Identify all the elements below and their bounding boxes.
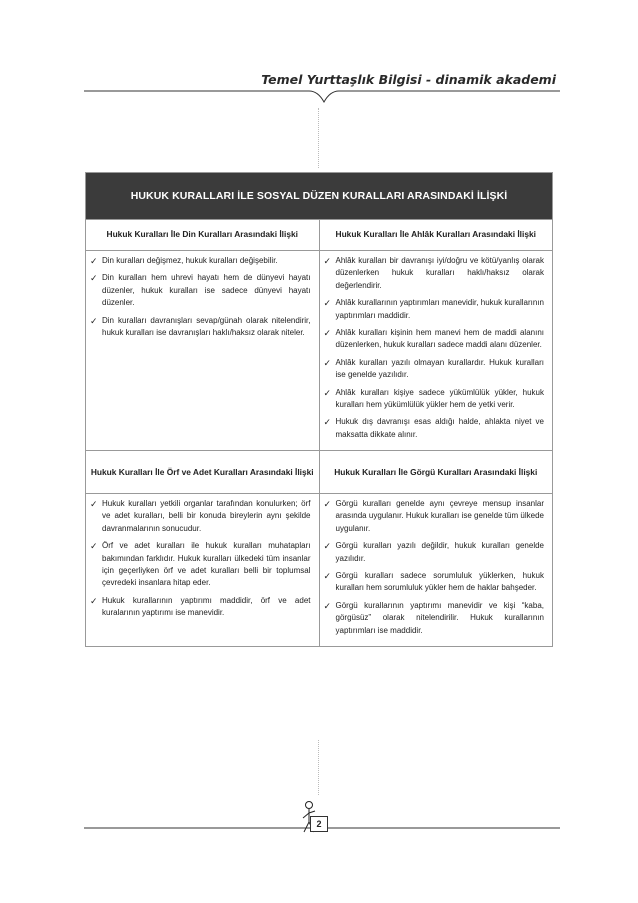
section2-right-heading: Hukuk Kuralları İle Görgü Kuralları Arasındaki İlişki	[319, 451, 553, 494]
relations-table	[85, 172, 553, 647]
section2-left-heading: Hukuk Kuralları İle Örf ve Adet Kuralları Arasındaki İlişki	[86, 451, 320, 494]
list-item	[324, 570, 545, 595]
orf-adet-list	[86, 494, 319, 629]
check-icon: ✓	[90, 499, 98, 510]
list-item	[90, 595, 311, 620]
list-item-text: Ahlâk kuralları bir davranışı iyi/doğru ve kötü/yanlış olarak düzenlerken hukuk kuralları haklı/haksız olarak değerlendirir.	[335, 256, 544, 290]
list-item	[90, 540, 311, 590]
list-item-text: Örf ve adet kuralları ile hukuk kuralları muhatapları bakımından farklıdır. Hukuk kuralları ülkedeki tüm insanlar için geçerliyken örf ve adet kuralları belli bir toplumsal çevredeki insanlara hitap eder.	[102, 541, 311, 588]
check-icon: ✓	[323, 417, 332, 428]
list-item	[324, 357, 545, 382]
list-item	[324, 540, 545, 565]
list-item-text: Hukuk kuralları yetkili organlar tarafından konulurken; örf ve adet kuralları, belli bir konuda bireylerin aynı şekilde davranmalarının sonucudur.	[102, 499, 311, 533]
list-item	[90, 315, 311, 340]
list-item	[324, 327, 545, 352]
list-item-text: Ahlâk kurallarının yaptırımları manevidir, hukuk kurallarının yaptırımları maddidir.	[335, 298, 544, 320]
check-icon: ✓	[323, 600, 332, 611]
header-rule	[84, 90, 560, 104]
section2-left-cell	[86, 494, 320, 647]
list-item	[324, 387, 545, 412]
check-icon: ✓	[323, 387, 332, 398]
list-item	[324, 416, 545, 441]
list-item-text: Görgü kuralları yazılı değildir, hukuk kuralları genelde yazılıdır.	[335, 541, 544, 563]
list-item	[324, 600, 545, 637]
list-item	[324, 297, 545, 322]
din-list	[86, 251, 319, 348]
list-item	[324, 498, 545, 535]
dotted-guide-bottom	[318, 740, 321, 795]
list-item-text: Hukuk kurallarının yaptırımı maddidir, örf ve adet kuralarının yaptırımı ise manevidir.	[102, 595, 311, 618]
list-item-text: Din kuralları değişmez, hukuk kuralları değişebilir.	[102, 256, 278, 265]
dotted-guide-top	[318, 108, 321, 168]
check-icon: ✓	[323, 357, 332, 368]
list-item-text: Hukuk dış davranışı esas aldığı halde, ahlakta niyet ve maksatta dikkate alınır.	[335, 417, 544, 439]
check-icon: ✓	[323, 499, 332, 510]
check-icon: ✓	[90, 541, 98, 552]
list-item	[90, 255, 311, 267]
page-header-title: Temel Yurttaşlık Bilgisi - dinamik akademi	[261, 72, 556, 87]
check-icon: ✓	[323, 256, 332, 266]
check-icon: ✓	[90, 315, 98, 326]
section1-left-heading: Hukuk Kuralları İle Din Kuralları Arasındaki İlişki	[86, 220, 320, 251]
ahlak-list	[320, 251, 553, 450]
list-item	[90, 498, 311, 535]
gorgu-list	[320, 494, 553, 646]
check-icon: ✓	[90, 273, 98, 284]
list-item-text: Görgü kuralları genelde aynı çevreye mensup insanlar arasında uygulanır. Hukuk kuralları ise genelde tüm ülkede uygulanır.	[335, 499, 544, 533]
list-item-text: Görgü kurallarının yaptırımı manevidir ve kişi “kaba, görgüsüz” olarak nitelendirilir. Hukuk kurallarının yaptırımları ise maddidir.	[335, 600, 544, 635]
check-icon: ✓	[90, 595, 98, 606]
check-icon: ✓	[323, 327, 332, 338]
section2-right-cell	[319, 494, 553, 647]
list-item-text: Ahlâk kuralları kişiye sadece yükümlülük yükler, hukuk kuralları hem yükümlülük yükler hem de yetki verir.	[335, 387, 544, 409]
check-icon: ✓	[323, 571, 332, 582]
list-item-text: Din kuralları davranışları sevap/günah olarak nitelendirir, hukuk kuralları ise davranışları haklı/haksız olarak niteler.	[102, 315, 311, 337]
section1-left-cell	[86, 251, 320, 451]
section1-right-heading: Hukuk Kuralları İle Ahlâk Kuralları Arasındaki İlişki	[319, 220, 553, 251]
check-icon: ✓	[323, 298, 332, 309]
list-item-text: Görgü kuralları sadece sorumluluk yüklerken, hukuk kuralları hem sorumluluk yükler hem de haklar bahşeder.	[335, 571, 544, 593]
check-icon: ✓	[323, 541, 332, 552]
page-number: 2	[310, 816, 328, 832]
list-item-text: Ahlâk kuralları kişinin hem manevi hem de maddi alanını düzenlerken, hukuk kuralları sadece maddi alanı düzenler.	[335, 327, 544, 350]
list-item	[324, 255, 545, 292]
list-item	[90, 272, 311, 309]
list-item-text: Ahlâk kuralları yazılı olmayan kurallardır. Hukuk kuralları ise genelde yazılıdır.	[335, 357, 544, 380]
check-icon: ✓	[90, 256, 98, 266]
table-title: HUKUK KURALLARI İLE SOSYAL DÜZEN KURALLARI ARASINDAKİ İLİŞKİ	[86, 173, 553, 220]
section1-right-cell	[319, 251, 553, 451]
list-item-text: Din kuralları hem uhrevi hayatı hem de dünyevi hayatı düzenler, hukuk kuralları ise sadece dünyevi hayatı düzenler.	[102, 273, 311, 308]
